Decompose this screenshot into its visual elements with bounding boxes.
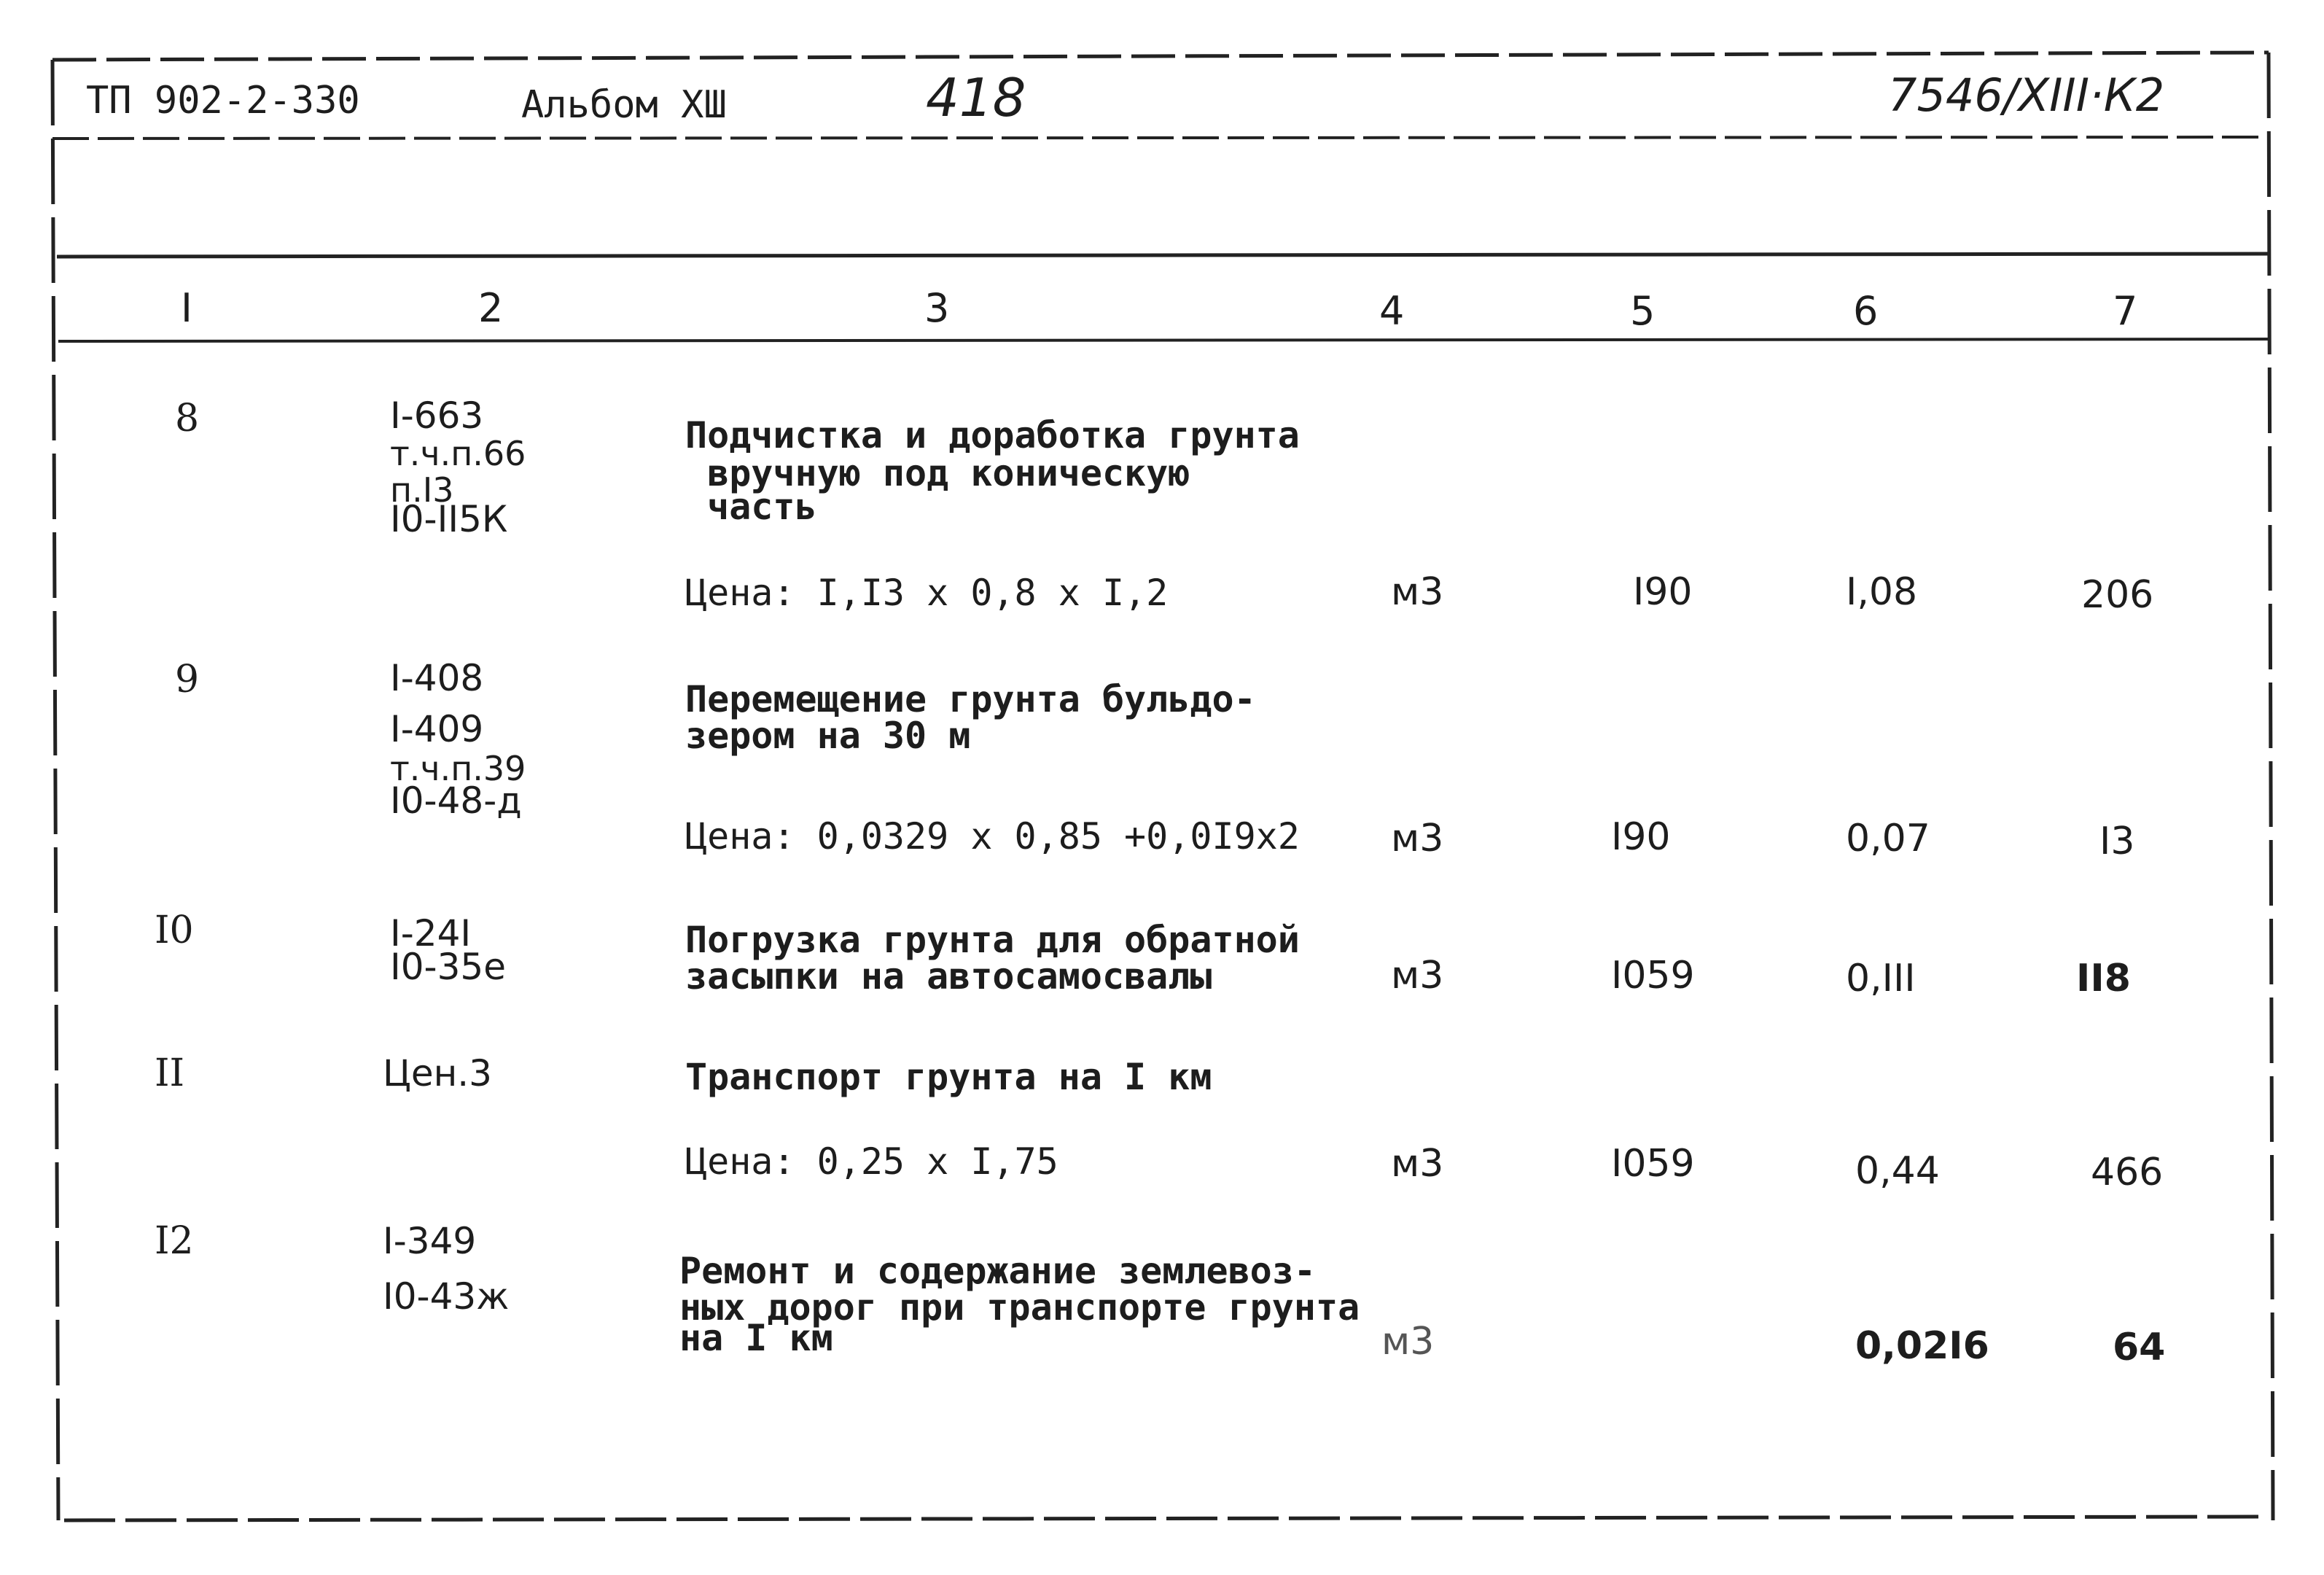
norm-code: I-24I	[390, 912, 472, 954]
unit-rate: 0,02I6	[1855, 1324, 1989, 1368]
price-formula: Цена: I,I3 х 0,8 х I,2	[685, 572, 1169, 614]
total-cost: II8	[2076, 957, 2131, 1000]
norm-code: т.ч.п.39	[390, 749, 526, 788]
norm-code: т.ч.п.66	[390, 434, 526, 473]
norm-code: I-663	[390, 394, 484, 437]
price-formula: Цена: 0,25 х I,75	[685, 1140, 1058, 1183]
album-label: Альбом ХШ	[521, 83, 727, 127]
column-header-4: 4	[1379, 288, 1405, 334]
norm-code: I-409	[390, 708, 484, 750]
total-cost: 206	[2081, 573, 2154, 617]
work-description: Перемещение грунта бульдо-	[685, 678, 1256, 720]
row-number: 8	[175, 397, 200, 440]
column-header-7: 7	[2113, 288, 2138, 334]
inventory-number: 7546/XIII·К2	[1888, 69, 2165, 122]
sheet-number: 418	[926, 67, 1026, 128]
norm-code: I0-43ж	[383, 1275, 510, 1318]
quantity: I90	[1633, 570, 1693, 614]
norm-code: Цен.3	[383, 1052, 492, 1094]
work-description: на I км	[679, 1317, 833, 1359]
work-description: часть	[685, 486, 817, 528]
total-cost: 466	[2091, 1151, 2164, 1194]
norm-code: I0-35е	[390, 946, 506, 988]
row-number: I2	[155, 1219, 194, 1263]
unit-rate: 0,III	[1846, 957, 1916, 1000]
unit-rate: I,08	[1846, 570, 1918, 614]
column-header-5: 5	[1630, 288, 1656, 334]
row-number: I0	[155, 909, 194, 952]
quantity: I059	[1611, 1142, 1695, 1186]
unit: м3	[1391, 954, 1444, 998]
unit: м3	[1391, 1142, 1444, 1186]
norm-code: I0-II5К	[390, 498, 508, 540]
total-cost: 64	[2113, 1326, 2166, 1369]
work-description: зером на 30 м	[685, 715, 971, 757]
norm-code: п.I3	[390, 470, 454, 510]
work-description: Погрузка грунта для обратной	[685, 919, 1300, 961]
norm-code: I-349	[383, 1220, 477, 1262]
work-description: вручную под коническую	[685, 452, 1190, 494]
total-cost: I3	[2099, 820, 2135, 863]
unit: м3	[1381, 1320, 1435, 1364]
work-description: ных дорог при транспорте грунта	[679, 1286, 1360, 1329]
work-description: засыпки на автосамосвалы	[685, 955, 1212, 998]
unit-rate: 0,07	[1846, 817, 1930, 860]
quantity: I059	[1611, 954, 1695, 998]
row-number: 9	[175, 658, 200, 701]
column-header-3: 3	[924, 285, 950, 331]
unit-rate: 0,44	[1855, 1149, 1940, 1193]
project-code: ТП 902-2-330	[86, 79, 360, 122]
work-description: Ремонт и содержание землевоз-	[679, 1250, 1316, 1292]
work-description: Подчистка и доработка грунта	[685, 414, 1300, 456]
norm-code: I0-48-д	[390, 779, 522, 822]
price-formula: Цена: 0,0329 х 0,85 +0,0I9х2	[685, 815, 1300, 858]
work-description: Транспорт грунта на I км	[685, 1056, 1212, 1098]
column-header-2: 2	[478, 285, 504, 331]
column-header-1: I	[181, 285, 192, 331]
quantity: I90	[1611, 815, 1671, 859]
unit: м3	[1391, 570, 1444, 614]
norm-code: I-408	[390, 657, 484, 699]
column-header-6: 6	[1853, 288, 1879, 334]
row-number: II	[155, 1051, 185, 1095]
unit: м3	[1391, 817, 1444, 860]
